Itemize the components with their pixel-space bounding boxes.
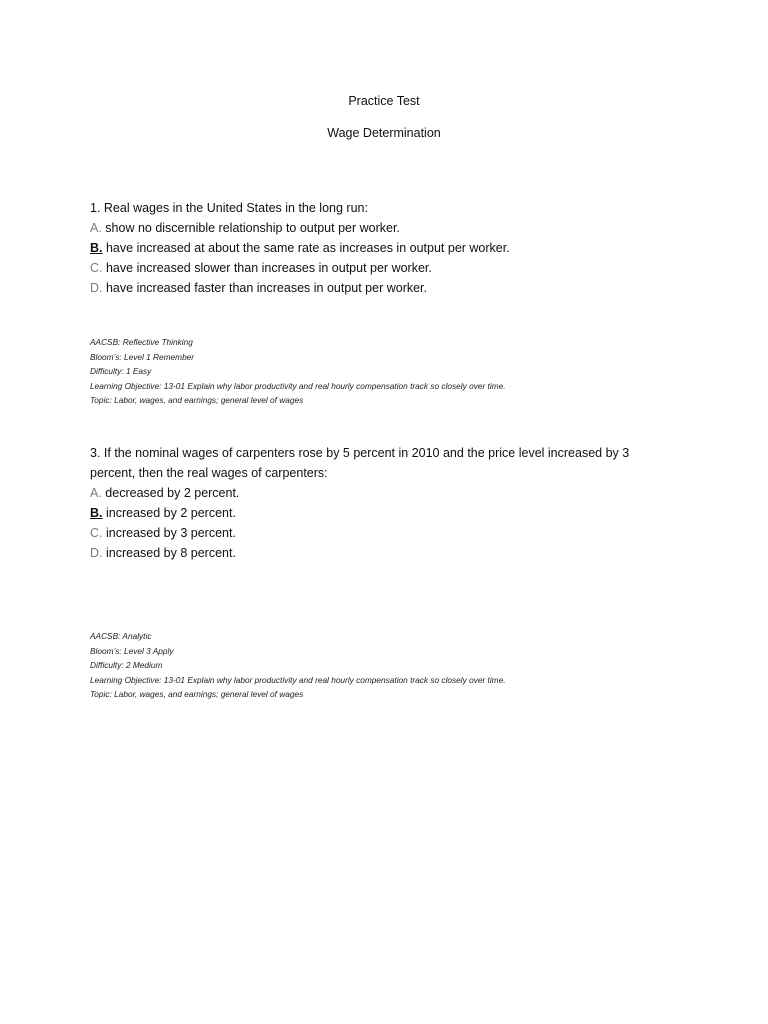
option-b-correct xyxy=(90,503,650,523)
blooms-tag: Bloom’s: Level 3 Apply xyxy=(90,645,174,656)
option-text: increased by 2 percent. xyxy=(105,506,236,520)
option-a xyxy=(90,218,650,238)
option-c xyxy=(90,258,650,278)
option-text: increased by 8 percent. xyxy=(105,546,236,560)
option-letter: C. xyxy=(90,526,103,540)
topic-tag: Topic: Labor, wages, and earnings; general level of wages xyxy=(90,689,304,700)
learning-objective: Learning Objective: 13-01 Explain why labor productivity and real hourly compensation track so closely over time. xyxy=(90,380,506,391)
option-d xyxy=(90,278,650,298)
option-letter-correct: B. xyxy=(90,241,103,255)
page-title: Practice Test xyxy=(348,94,420,108)
option-text: increased by 3 percent. xyxy=(105,526,236,540)
option-c xyxy=(90,523,650,543)
question-stem: 3. If the nominal wages of carpenters rose by 5 percent in 2010 and the price level increased by 3 percent, then the real wages of carpenters: xyxy=(90,446,630,480)
option-text: decreased by 2 percent. xyxy=(105,486,240,500)
question-1-metadata xyxy=(90,335,690,408)
option-text: have increased slower than increases in output per worker. xyxy=(105,261,432,275)
difficulty-tag: Difficulty: 2 Medium xyxy=(90,660,163,671)
learning-objective: Learning Objective: 13-01 Explain why labor productivity and real hourly compensation track so closely over time. xyxy=(90,674,506,685)
option-text: have increased at about the same rate as increases in output per worker. xyxy=(105,241,510,255)
option-text: have increased faster than increases in output per worker. xyxy=(105,281,427,295)
difficulty-tag: Difficulty: 1 Easy xyxy=(90,366,152,377)
question-1 xyxy=(90,198,650,298)
question-3 xyxy=(90,443,650,563)
aacsb-tag: AACSB: Reflective Thinking xyxy=(90,337,193,347)
topic-tag: Topic: Labor, wages, and earnings; general level of wages xyxy=(90,395,304,406)
option-d xyxy=(90,543,650,563)
option-letter-correct: B. xyxy=(90,506,103,520)
option-letter: D. xyxy=(90,281,103,295)
question-3-metadata xyxy=(90,629,690,702)
option-a xyxy=(90,483,650,503)
blooms-tag: Bloom’s: Level 1 Remember xyxy=(90,351,195,362)
option-letter: A. xyxy=(90,221,102,235)
aacsb-tag: AACSB: Analytic xyxy=(90,631,152,641)
option-letter: A. xyxy=(90,486,102,500)
option-b-correct xyxy=(90,238,650,258)
option-text: show no discernible relationship to output per worker. xyxy=(105,221,400,235)
option-letter: D. xyxy=(90,546,103,560)
page-subtitle: Wage Determination xyxy=(327,126,441,140)
question-stem: 1. Real wages in the United States in the long run: xyxy=(90,201,368,215)
option-letter: C. xyxy=(90,261,103,275)
